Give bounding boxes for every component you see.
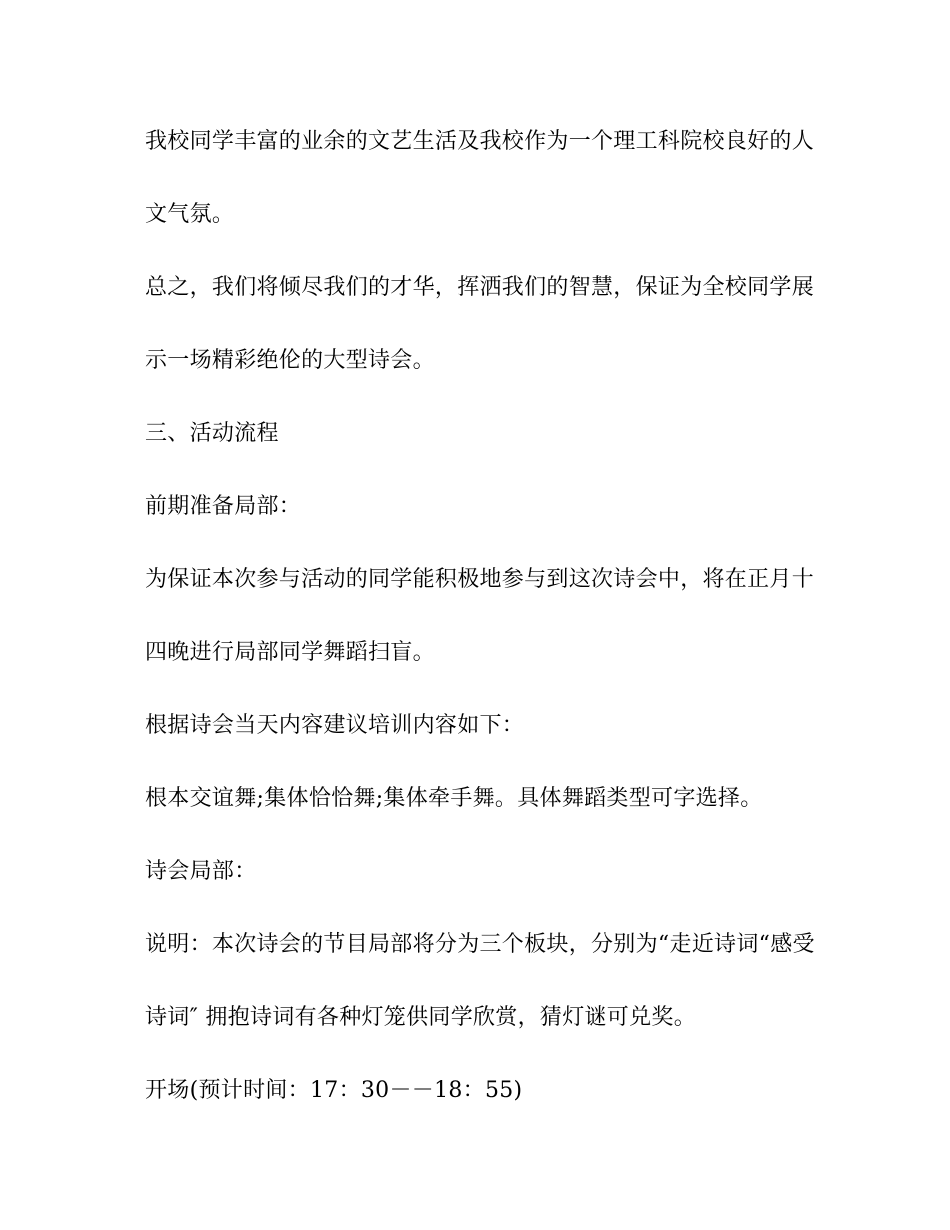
paragraph-line: 诗词″ 拥抱诗词有各种灯笼供同学欣赏，猜灯谜可兑奖。	[145, 1005, 697, 1030]
paragraph-line: 为保证本次参与活动的同学能积极地参与到这次诗会中，将在正月十	[145, 567, 815, 592]
paragraph-line: 文气氛。	[145, 202, 235, 227]
paragraph-line: 说明：本次诗会的节目局部将分为三个板块，分别为“走近诗词“感受	[145, 932, 815, 957]
paragraph-line: 开场(预计时间：17：30－－18：55)	[145, 1078, 523, 1103]
section-heading: 三、活动流程	[145, 421, 279, 446]
paragraph-line: 根据诗会当天内容建议培训内容如下：	[145, 713, 525, 738]
paragraph-line: 四晚进行局部同学舞蹈扫盲。	[145, 640, 435, 665]
subsection-heading: 前期准备局部：	[145, 494, 302, 519]
paragraph-line: 总之，我们将倾尽我们的才华，挥洒我们的智慧，保证为全校同学展	[145, 275, 815, 300]
paragraph-line: 我校同学丰富的业余的文艺生活及我校作为一个理工科院校良好的人	[145, 129, 815, 154]
paragraph-line: 根本交谊舞;集体恰恰舞;集体牵手舞。具体舞蹈类型可字选择。	[145, 786, 763, 811]
paragraph-line: 示一场精彩绝伦的大型诗会。	[145, 348, 435, 373]
subsection-heading: 诗会局部：	[145, 859, 257, 884]
